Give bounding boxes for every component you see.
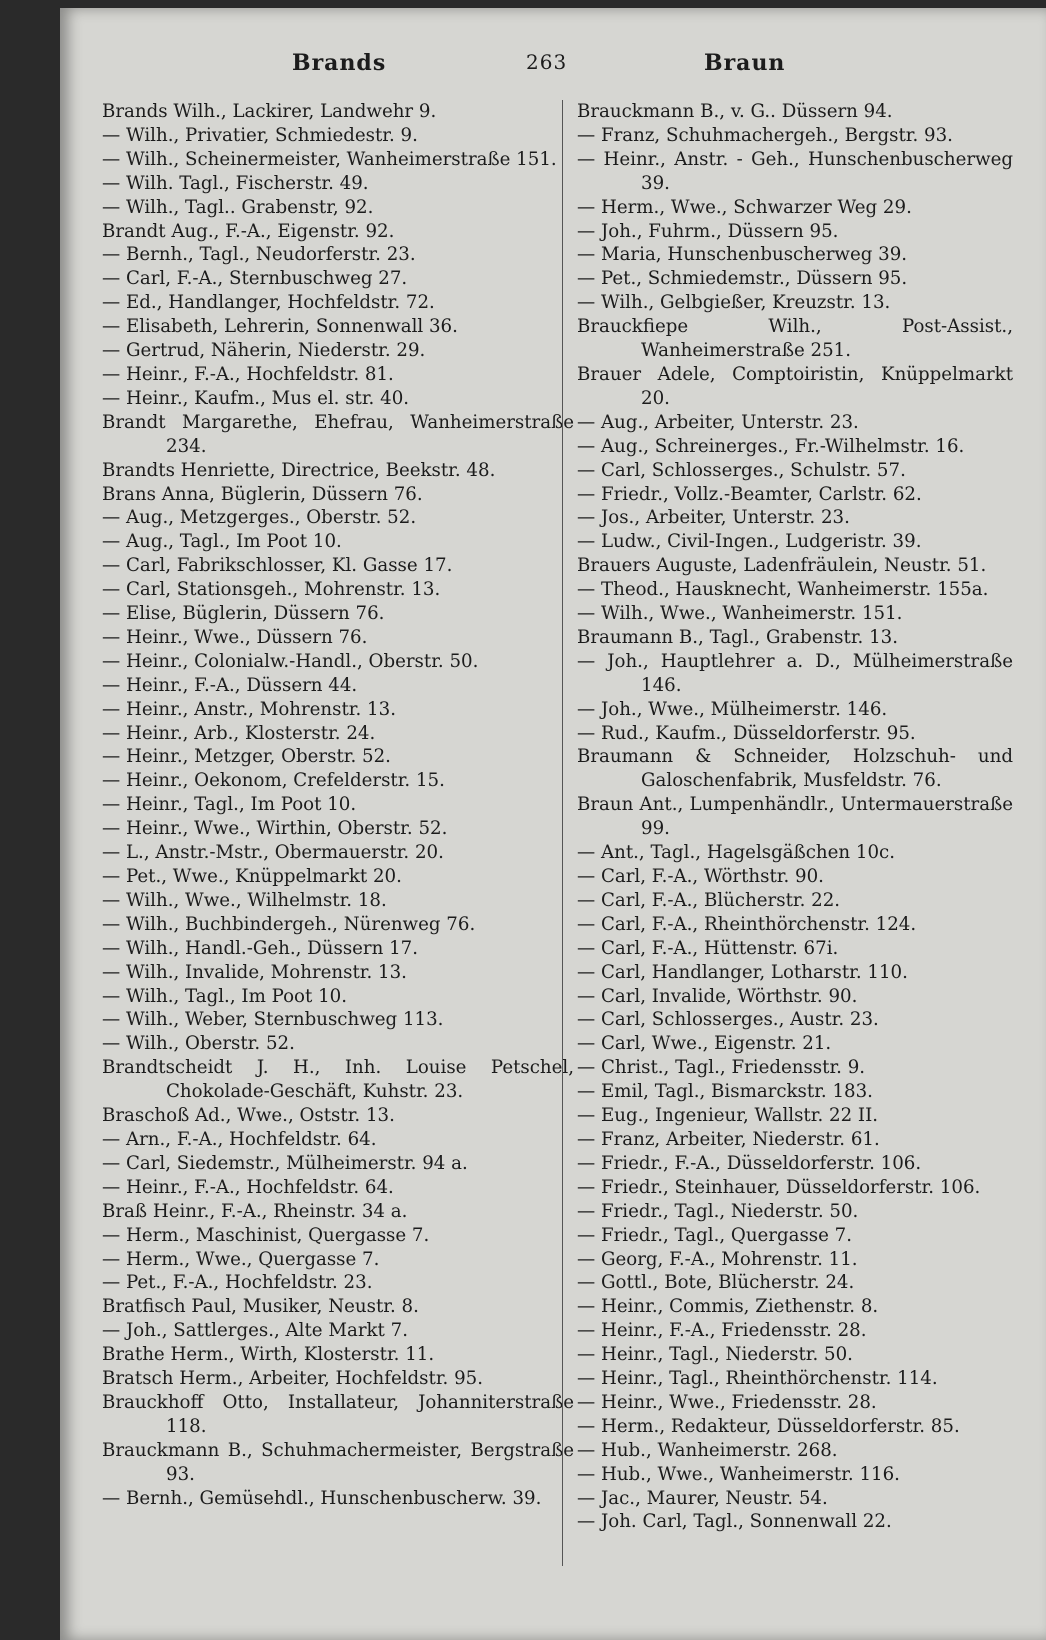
directory-entry: — Friedr., Tagl., Niederstr. 50. <box>577 1200 859 1222</box>
directory-entry: — Heinr., Wwe., Wirthin, Oberstr. 52. <box>102 818 448 840</box>
directory-entry: — Heinr., F.-A., Friedensstr. 28. <box>577 1320 867 1342</box>
directory-entry: — Heinr., Wwe., Friedensstr. 28. <box>577 1391 877 1413</box>
directory-entry: — Georg, F.-A., Mohrenstr. 11. <box>577 1248 858 1270</box>
directory-entry: Brandt Margarethe, Ehefrau, Wanheimerstraße 234. <box>102 411 574 457</box>
directory-entry: — Wilh., Handl.-Geh., Düssern 17. <box>102 937 419 959</box>
directory-entry: — Heinr., F.-A., Düssern 44. <box>102 674 358 696</box>
directory-entry: — Wilh., Buchbindergeh., Nürenweg 76. <box>102 913 476 935</box>
directory-entry: — Ant., Tagl., Hagelsgäßchen 10c. <box>577 842 895 864</box>
directory-entry: — Wilh., Oberstr. 52. <box>102 1033 295 1055</box>
directory-entry: — Heinr., Metzger, Oberstr. 52. <box>102 746 391 768</box>
directory-entry: Braumann B., Tagl., Grabenstr. 13. <box>577 626 898 648</box>
right-column <box>562 100 1013 1566</box>
header-right-keyword: Braun <box>704 50 786 76</box>
page-header <box>60 46 1046 86</box>
directory-entry: — Carl, F.-A., Rheinthörchenstr. 124. <box>577 913 917 935</box>
directory-entry: — Heinr., Wwe., Düssern 76. <box>102 626 368 648</box>
directory-entry: — Joh., Hauptlehrer a. D., Mülheimerstraße 146. <box>577 650 1013 696</box>
directory-entry: — Elisabeth, Lehrerin, Sonnenwall 36. <box>102 316 458 338</box>
directory-entry: — Friedr., Vollz.-Beamter, Carlstr. 62. <box>577 483 922 505</box>
directory-entry: — Friedr., Steinhauer, Düsseldorferstr. 106. <box>577 1176 981 1198</box>
directory-entry: — Hub., Wanheimerstr. 268. <box>577 1439 838 1461</box>
directory-entry: — Carl, Invalide, Wörthstr. 90. <box>577 985 858 1007</box>
directory-entry: — Gertrud, Näherin, Niederstr. 29. <box>102 340 426 362</box>
directory-entry: — Joh. Carl, Tagl., Sonnenwall 22. <box>577 1511 892 1533</box>
directory-entry: — Friedr., F.-A., Düsseldorferstr. 106. <box>577 1152 922 1174</box>
directory-entry: — Wilh., Gelbgießer, Kreuzstr. 13. <box>577 292 891 314</box>
directory-entry: — Heinr., Commis, Ziethenstr. 8. <box>577 1296 879 1318</box>
directory-entry: — Wilh., Tagl.. Grabenstr, 92. <box>102 196 374 218</box>
directory-entry: — Heinr., Anstr. - Geh., Hunschenbuscherweg 39. <box>577 148 1013 194</box>
directory-entry: — Ludw., Civil-Ingen., Ludgeristr. 39. <box>577 531 922 553</box>
directory-entry: Brauer Adele, Comptoiristin, Knüppelmarkt 20. <box>577 363 1013 409</box>
directory-entry: Brauckmann B., Schuhmachermeister, Bergstraße 93. <box>102 1439 574 1485</box>
directory-entry: Braß Heinr., F.-A., Rheinstr. 34 a. <box>102 1200 408 1222</box>
directory-entry: — Heinr., Colonialw.-Handl., Oberstr. 50. <box>102 650 479 672</box>
directory-entry: — L., Anstr.-Mstr., Obermauerstr. 20. <box>102 842 444 864</box>
directory-entry: — Jac., Maurer, Neustr. 54. <box>577 1487 828 1509</box>
left-column <box>102 100 574 1510</box>
directory-entry: — Pet., F.-A., Hochfeldstr. 23. <box>102 1272 373 1294</box>
directory-entry: — Carl, Siedemstr., Mülheimerstr. 94 a. <box>102 1152 468 1174</box>
directory-entry: — Elise, Büglerin, Düssern 76. <box>102 603 385 625</box>
directory-entry: — Wilh., Privatier, Schmiedestr. 9. <box>102 124 418 146</box>
right-column-entries <box>577 100 1013 1534</box>
directory-entry: — Herm., Redakteur, Düsseldorferstr. 85. <box>577 1415 960 1437</box>
directory-entry: — Herm., Maschinist, Quergasse 7. <box>102 1224 430 1246</box>
directory-entry: — Carl, Schlosserges., Schulstr. 57. <box>577 459 906 481</box>
directory-entry: — Heinr., Oekonom, Crefelderstr. 15. <box>102 770 445 792</box>
directory-entry: — Heinr., Kaufm., Mus el. str. 40. <box>102 387 410 409</box>
directory-entry: — Wilh., Scheinermeister, Wanheimerstraße 151. <box>102 148 557 170</box>
directory-entry: — Franz, Schuhmachergeh., Bergstr. 93. <box>577 124 953 146</box>
directory-entry: — Carl, Handlanger, Lotharstr. 110. <box>577 961 908 983</box>
directory-entry: Brandt Aug., F.-A., Eigenstr. 92. <box>102 220 395 242</box>
directory-entry: — Wilh., Tagl., Im Poot 10. <box>102 985 348 1007</box>
directory-entry: — Pet., Wwe., Knüppelmarkt 20. <box>102 866 402 887</box>
directory-entry: — Carl, F.-A., Sternbuschweg 27. <box>102 268 408 290</box>
header-left-keyword: Brands <box>292 50 387 76</box>
directory-entry: — Wilh., Invalide, Mohrenstr. 13. <box>102 961 407 983</box>
directory-entry: — Hub., Wwe., Wanheimerstr. 116. <box>577 1463 900 1485</box>
directory-entry: — Maria, Hunschenbuscherweg 39. <box>577 244 908 266</box>
directory-entry: — Heinr., Anstr., Mohrenstr. 13. <box>102 698 396 720</box>
directory-entry: — Gottl., Bote, Blücherstr. 24. <box>577 1272 855 1294</box>
directory-entry: — Aug., Arbeiter, Unterstr. 23. <box>577 411 859 433</box>
directory-entry: — Carl, Stationsgeh., Mohrenstr. 13. <box>102 579 441 601</box>
directory-entry: — Friedr., Tagl., Quergasse 7. <box>577 1224 853 1246</box>
directory-entry: — Rud., Kaufm., Düsseldorferstr. 95. <box>577 722 916 744</box>
directory-entry: — Joh., Sattlerges., Alte Markt 7. <box>102 1320 408 1342</box>
directory-entry: — Heinr., F.-A., Hochfeldstr. 64. <box>102 1176 394 1198</box>
directory-entry: — Heinr., Tagl., Im Poot 10. <box>102 794 357 816</box>
directory-entry: — Carl, Fabrikschlosser, Kl. Gasse 17. <box>102 555 453 577</box>
directory-entry: — Theod., Hausknecht, Wanheimerstr. 155a. <box>577 579 989 601</box>
directory-entry: — Carl, Wwe., Eigenstr. 21. <box>577 1033 832 1055</box>
directory-entry: Braumann & Schneider, Holzschuh- und Galoschenfabrik, Musfeldstr. 76. <box>577 746 1013 792</box>
directory-entry: Braschoß Ad., Wwe., Oststr. 13. <box>102 1105 395 1127</box>
directory-entry: Brandts Henriette, Directrice, Beekstr. 48. <box>102 459 496 481</box>
directory-entry: Brands Wilh., Lackirer, Landwehr 9. <box>102 101 437 122</box>
directory-page <box>60 8 1046 1640</box>
directory-entry: — Herm., Wwe., Schwarzer Weg 29. <box>577 196 912 218</box>
directory-entry: — Carl, F.-A., Wörthstr. 90. <box>577 866 824 887</box>
directory-entry: — Carl, Schlosserges., Austr. 23. <box>577 1009 879 1031</box>
directory-entry: Bratsch Herm., Arbeiter, Hochfeldstr. 95. <box>102 1368 484 1390</box>
directory-entry: — Christ., Tagl., Friedensstr. 9. <box>577 1057 866 1079</box>
directory-entry: Brandtscheidt J. H., Inh. Louise Petschel, Chokolade-Geschäft, Kuhstr. 23. <box>102 1057 574 1103</box>
directory-entry: Braun Ant., Lumpenhändlr., Untermauerstraße 99. <box>577 794 1013 840</box>
directory-entry: — Heinr., F.-A., Hochfeldstr. 81. <box>102 363 394 385</box>
directory-entry: — Joh., Fuhrm., Düssern 95. <box>577 220 839 242</box>
directory-entry: — Emil, Tagl., Bismarckstr. 183. <box>577 1081 873 1103</box>
directory-entry: — Heinr., Arb., Klosterstr. 24. <box>102 722 376 744</box>
directory-entry: — Arn., F.-A., Hochfeldstr. 64. <box>102 1128 377 1150</box>
directory-entry: — Aug., Schreinerges., Fr.-Wilhelmstr. 16. <box>577 435 965 457</box>
page-number: 263 <box>526 50 568 74</box>
directory-entry: Brans Anna, Büglerin, Düssern 76. <box>102 483 423 505</box>
directory-entry: Brauckfiepe Wilh., Post-Assist., Wanheimerstraße 251. <box>577 316 1013 362</box>
directory-entry: Brauckhoff Otto, Installateur, Johanniterstraße 118. <box>102 1391 574 1437</box>
directory-entry: — Bernh., Gemüsehdl., Hunschenbuscherw. 39. <box>102 1487 542 1509</box>
directory-entry: — Carl, F.-A., Hüttenstr. 67i. <box>577 937 839 959</box>
directory-entry: Brauckmann B., v. G.. Düssern 94. <box>577 101 893 122</box>
directory-entry: — Jos., Arbeiter, Unterstr. 23. <box>577 507 850 529</box>
directory-entry: — Heinr., Tagl., Niederstr. 50. <box>577 1344 853 1366</box>
directory-entry: — Franz, Arbeiter, Niederstr. 61. <box>577 1128 880 1150</box>
directory-entry: — Wilh., Wwe., Wilhelmstr. 18. <box>102 889 387 911</box>
directory-entry: — Aug., Metzgerges., Oberstr. 52. <box>102 507 417 529</box>
directory-entry: — Heinr., Tagl., Rheinthörchenstr. 114. <box>577 1368 938 1390</box>
directory-entry: — Aug., Tagl., Im Poot 10. <box>102 531 342 553</box>
directory-entry: — Wilh., Wwe., Wanheimerstr. 151. <box>577 603 903 625</box>
directory-entry: — Eug., Ingenieur, Wallstr. 22 II. <box>577 1105 879 1127</box>
directory-entry: — Bernh., Tagl., Neudorferstr. 23. <box>102 244 416 266</box>
directory-entry: — Pet., Schmiedemstr., Düssern 95. <box>577 268 908 290</box>
directory-entry: — Herm., Wwe., Quergasse 7. <box>102 1248 380 1270</box>
directory-entry: — Ed., Handlanger, Hochfeldstr. 72. <box>102 292 435 314</box>
directory-entry: — Joh., Wwe., Mülheimerstr. 146. <box>577 698 888 720</box>
directory-entry: — Carl, F.-A., Blücherstr. 22. <box>577 889 841 911</box>
directory-entry: — Wilh., Weber, Sternbuschweg 113. <box>102 1009 444 1031</box>
directory-entry: Brauers Auguste, Ladenfräulein, Neustr. 51. <box>577 555 987 577</box>
directory-entry: Bratfisch Paul, Musiker, Neustr. 8. <box>102 1296 419 1318</box>
directory-entry: Brathe Herm., Wirth, Klosterstr. 11. <box>102 1344 435 1366</box>
directory-entry: — Wilh. Tagl., Fischerstr. 49. <box>102 172 369 194</box>
